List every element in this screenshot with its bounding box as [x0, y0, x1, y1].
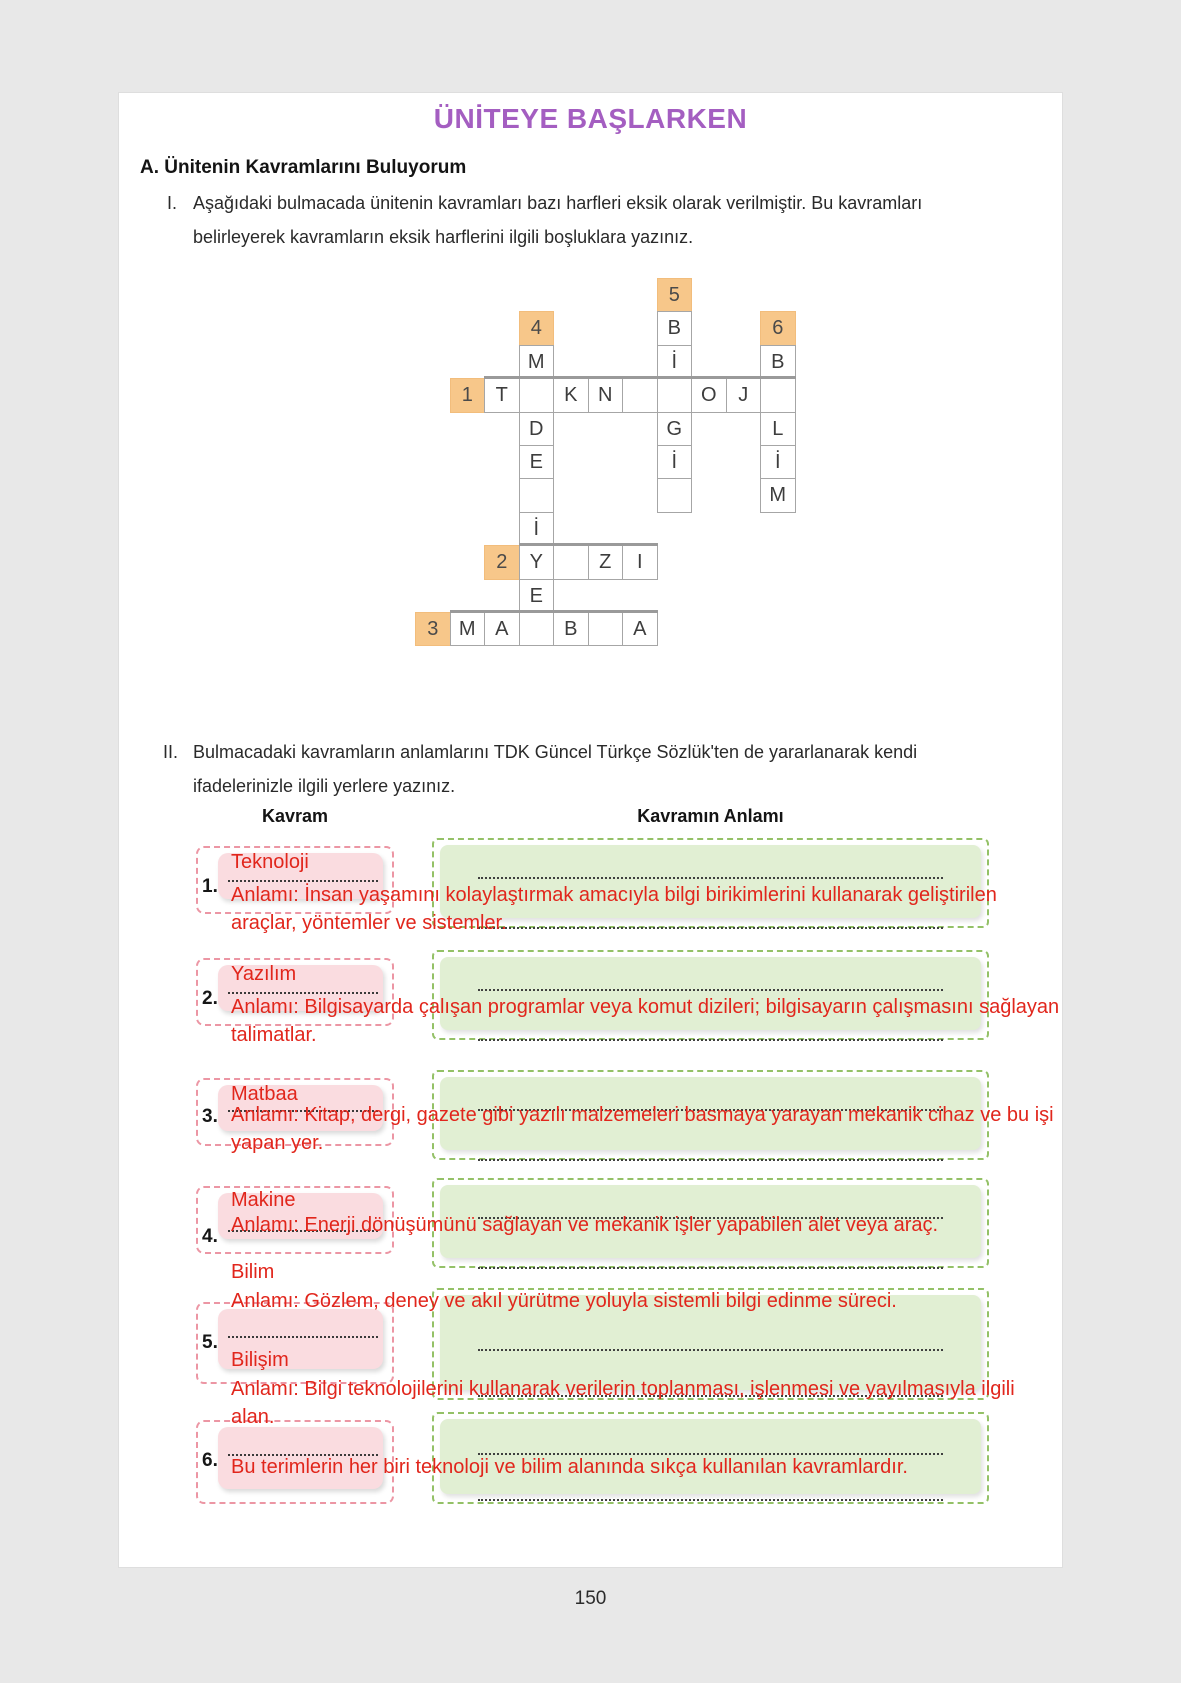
- concept-box-5: [196, 1302, 394, 1384]
- crossword-letter-cell: E: [519, 445, 555, 479]
- crossword-letter-cell: [588, 612, 624, 646]
- answer-text-1-line2: araçlar, yöntemler ve sistemler.: [231, 912, 507, 934]
- answer-text-5b-line2: alan.: [231, 1406, 275, 1428]
- crossword-letter-cell: İ: [519, 512, 555, 546]
- answer-text-3-line2: yapan yer.: [231, 1132, 324, 1154]
- crossword-letter-cell: Z: [588, 545, 624, 579]
- crossword-number-cell: 4: [519, 311, 555, 345]
- answer-dotted-line: [478, 1267, 943, 1269]
- answer-text-3-line1: Anlamı: Kitap, dergi, gazete gibi yazılı malzemeleri basmaya yarayan mekanik cihaz ve bu işi: [231, 1104, 1054, 1126]
- crossword-number-cell: 6: [760, 311, 796, 345]
- crossword-word-top-border: [450, 610, 658, 613]
- crossword-number-cell: 1: [450, 378, 486, 412]
- answer-text-2-line1: Anlamı: Bilgisayarda çalışan programlar veya komut dizileri; bilgisayarın çalışmasını sağlayan: [231, 996, 1060, 1018]
- crossword-letter-cell: [657, 378, 693, 412]
- crossword-letter-cell: [622, 378, 658, 412]
- concept-label-3: Matbaa: [231, 1083, 298, 1105]
- crossword-letter-cell: T: [484, 378, 520, 412]
- instruction-ii-line2: ifadelerinizle ilgili yerlere yazınız.: [193, 776, 456, 796]
- answer-dotted-line: [478, 927, 943, 929]
- row-number-5: 5.: [202, 1332, 218, 1353]
- crossword: [415, 278, 797, 648]
- crossword-number-cell: 5: [657, 278, 693, 312]
- instruction-i-line2: belirleyerek kavramların eksik harflerini ilgili boşluklara yazınız.: [193, 227, 694, 247]
- answer-dotted-line: [478, 1453, 943, 1455]
- concept-label-2: Yazılım: [231, 963, 297, 985]
- row-number-6: 6.: [202, 1450, 218, 1471]
- answer-dotted-line: [478, 1499, 943, 1501]
- crossword-letter-cell: E: [519, 579, 555, 613]
- answer-text-4-line1: Anlamı: Enerji dönüşümünü sağlayan ve mekanik işler yapabilen alet veya araç.: [231, 1214, 939, 1236]
- answer-dotted-line: [478, 1349, 943, 1351]
- page-title: ÜNİTEYE BAŞLARKEN: [433, 103, 748, 134]
- crossword-letter-cell: İ: [657, 345, 693, 379]
- answer-dotted-line: [478, 1039, 943, 1041]
- answer-text-5b-line1: Anlamı: Bilgi teknolojilerini kullanarak verilerin toplanması, işlenmesi ve yayılmasıyla ilgili: [231, 1378, 1015, 1400]
- crossword-letter-cell: Y: [519, 545, 555, 579]
- crossword-letter-cell: B: [553, 612, 589, 646]
- crossword-letter-cell: O: [691, 378, 727, 412]
- crossword-number-cell: 3: [415, 612, 451, 646]
- concept-label-5a: Bilim: [231, 1261, 275, 1283]
- instruction-ii-numeral: II.: [163, 742, 179, 762]
- crossword-letter-cell: [553, 545, 589, 579]
- concept-label-1: Teknoloji: [231, 851, 309, 873]
- answer-leader-line-5: [228, 1336, 378, 1338]
- crossword-letter-cell: [657, 478, 693, 512]
- crossword-letter-cell: A: [622, 612, 658, 646]
- meaning-box-2-fill: [440, 957, 981, 1030]
- meaning-box-1-fill: [440, 845, 981, 918]
- crossword-letter-cell: B: [760, 345, 796, 379]
- row-number-1: 1.: [202, 876, 218, 897]
- row-number-4: 4.: [202, 1226, 218, 1247]
- concept-column-header: Kavram: [261, 806, 329, 826]
- row-number-2: 2.: [202, 988, 218, 1009]
- answer-text-2-line2: talimatlar.: [231, 1024, 317, 1046]
- answer-leader-line-2: [228, 992, 378, 994]
- crossword-letter-cell: B: [657, 311, 693, 345]
- answer-text-5a: Anlamı: Gözlem, deney ve akıl yürütme yoluyla sistemli bilgi edinme süreci.: [231, 1290, 897, 1312]
- crossword-letter-cell: D: [519, 412, 555, 446]
- crossword-letter-cell: I: [622, 545, 658, 579]
- answer-text-6-line1: Bu terimlerin her biri teknoloji ve bilim alanında sıkça kullanılan kavramlardır.: [231, 1456, 908, 1478]
- meaning-box-2: [432, 950, 989, 1040]
- instruction-i-line1: Aşağıdaki bulmacada ünitenin kavramları bazı harfleri eksik olarak verilmiştir. Bu kavramları: [193, 193, 923, 213]
- meaning-box-1: [432, 838, 989, 928]
- crossword-letter-cell: G: [657, 412, 693, 446]
- crossword-letter-cell: M: [450, 612, 486, 646]
- crossword-letter-cell: İ: [760, 445, 796, 479]
- crossword-letter-cell: [519, 378, 555, 412]
- answer-text-1-line1: Anlamı: İnsan yaşamını kolaylaştırmak amacıyla bilgi birikimlerini kullanarak geliştirilen: [231, 884, 997, 906]
- crossword-letter-cell: [519, 478, 555, 512]
- crossword-letter-cell: İ: [657, 445, 693, 479]
- instruction-i-numeral: I.: [167, 193, 178, 213]
- row-number-3: 3.: [202, 1106, 218, 1127]
- answer-leader-line-1: [228, 880, 378, 882]
- crossword-letter-cell: A: [484, 612, 520, 646]
- concept-label-5b: Bilişim: [231, 1349, 289, 1371]
- crossword-letter-cell: [760, 378, 796, 412]
- crossword-word-top-border: [519, 543, 658, 546]
- crossword-word-top-border: [484, 376, 796, 379]
- concept-label-4: Makine: [231, 1189, 296, 1211]
- crossword-letter-cell: [519, 612, 555, 646]
- crossword-letter-cell: M: [519, 345, 555, 379]
- crossword-letter-cell: M: [760, 478, 796, 512]
- answer-dotted-line: [478, 989, 943, 991]
- page-number: 150: [574, 1588, 607, 1609]
- crossword-letter-cell: K: [553, 378, 589, 412]
- crossword-number-cell: 2: [484, 545, 520, 579]
- instruction-ii-line1: Bulmacadaki kavramların anlamlarını TDK Güncel Türkçe Sözlük'ten de yararlanarak kendi: [193, 742, 918, 762]
- section-a-heading: A. Ünitenin Kavramlarını Buluyorum: [140, 157, 467, 178]
- answer-dotted-line: [478, 877, 943, 879]
- answer-dotted-line: [478, 1159, 943, 1161]
- crossword-letter-cell: J: [726, 378, 762, 412]
- meaning-column-header: Kavramın Anlamı: [637, 806, 784, 826]
- crossword-letter-cell: L: [760, 412, 796, 446]
- crossword-letter-cell: N: [588, 378, 624, 412]
